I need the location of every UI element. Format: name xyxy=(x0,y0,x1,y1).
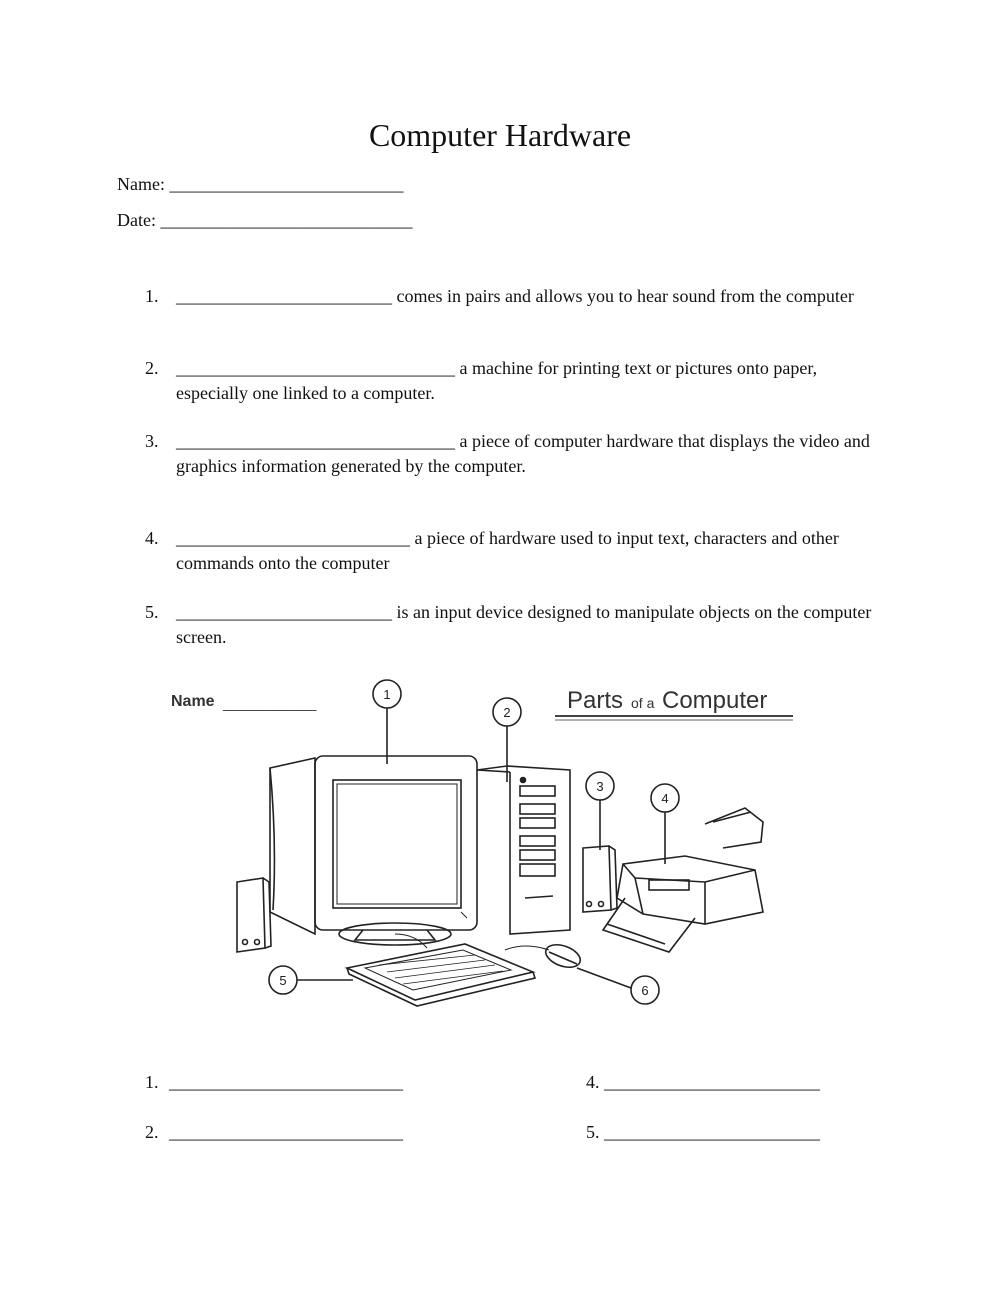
callout-3 xyxy=(586,772,614,850)
callout-number: 6 xyxy=(641,983,649,998)
answer-line-2[interactable] xyxy=(145,1121,403,1143)
callout-number: 3 xyxy=(596,779,604,794)
question-number: 3. xyxy=(145,431,159,451)
callout-number: 1 xyxy=(383,687,391,702)
question-text: a machine for printing text or pictures onto paper, especially one linked to a computer. xyxy=(176,358,818,403)
answer-number: 5. xyxy=(586,1122,600,1142)
question-blank[interactable]: _______________________________ xyxy=(176,431,455,451)
date-label: Date: xyxy=(117,210,156,230)
answer-line-4[interactable] xyxy=(586,1071,820,1093)
name-blank[interactable]: __________________________ xyxy=(169,174,404,194)
callout-number: 4 xyxy=(661,791,669,806)
heading-parts: Parts xyxy=(567,687,624,714)
question-blank[interactable]: _______________________________ xyxy=(176,358,455,378)
question-number: 2. xyxy=(145,358,159,378)
callout-6 xyxy=(577,968,659,1004)
page-title: Computer Hardware xyxy=(368,117,632,153)
question-text: comes in pairs and allows you to hear sound from the computer xyxy=(392,286,854,306)
answer-blank[interactable]: __________________________ xyxy=(169,1072,403,1092)
question-text: a piece of hardware used to input text, characters and other commands onto the computer xyxy=(176,528,839,573)
question-text: is an input device designed to manipulate objects on the computer screen. xyxy=(176,602,872,647)
mouse-illustration xyxy=(543,940,584,971)
callout-number: 2 xyxy=(503,705,511,720)
date-field[interactable] xyxy=(117,209,412,231)
heading-of-a: of a xyxy=(631,695,655,711)
answer-blank[interactable]: __________________________ xyxy=(169,1122,403,1142)
date-blank[interactable]: ____________________________ xyxy=(160,210,413,230)
question-number: 5. xyxy=(145,602,159,622)
answer-number: 4. xyxy=(586,1072,600,1092)
question-blank[interactable]: ________________________ xyxy=(176,602,392,622)
printer-illustration xyxy=(603,808,763,952)
question-blank[interactable]: __________________________ xyxy=(176,528,410,548)
callout-1 xyxy=(373,680,401,764)
tower-illustration xyxy=(477,766,570,934)
computer-parts-diagram xyxy=(165,672,805,1032)
left-speaker-illustration xyxy=(237,878,271,952)
question-number: 1. xyxy=(145,286,159,306)
callout-4 xyxy=(651,784,679,864)
diagram-name-label: Name xyxy=(171,693,215,710)
answer-line-1[interactable] xyxy=(145,1071,403,1093)
answer-line-5[interactable] xyxy=(586,1121,820,1143)
name-label: Name: xyxy=(117,174,165,194)
answer-number: 2. xyxy=(145,1122,159,1142)
answer-number: 1. xyxy=(145,1072,159,1092)
callout-5 xyxy=(269,966,353,994)
question-text: a piece of computer hardware that displays the video and graphics information generated by the computer. xyxy=(176,431,870,476)
callout-2 xyxy=(493,698,521,782)
name-field[interactable] xyxy=(117,173,403,195)
monitor-illustration xyxy=(270,756,477,945)
answer-blank[interactable]: ________________________ xyxy=(604,1072,820,1092)
question-number: 4. xyxy=(145,528,159,548)
right-speaker-illustration xyxy=(583,846,617,912)
callout-number: 5 xyxy=(279,973,287,988)
answer-blank[interactable]: ________________________ xyxy=(604,1122,820,1142)
diagram-heading xyxy=(555,687,793,720)
diagram-name-blank: ____________ xyxy=(223,695,317,711)
heading-computer: Computer xyxy=(662,687,768,714)
question-blank[interactable]: ________________________ xyxy=(176,286,392,306)
